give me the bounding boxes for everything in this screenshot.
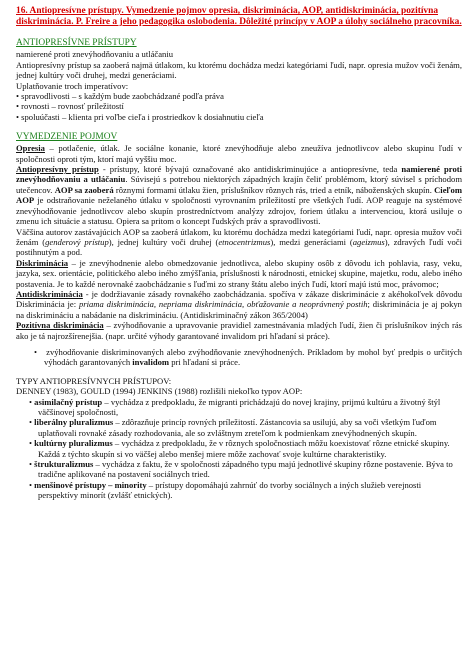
definition-pozitivna	[16, 320, 462, 341]
definition-diskriminacia	[16, 258, 462, 289]
definition-text: – zvýhodňovanie a upravovanie pravidiel zamestnávania mladých ľudí, žien či príslušníkov iných rás ako je tá najrozšírenejšia. (napr. určité výhody garantované invalidom pri hľadaní si práce).	[16, 320, 462, 341]
type-term: kultúrny pluralizmus	[34, 438, 113, 449]
types-intro: DENNEY (1983), GOULD (1994) JENKINS (1988) rozlišili niekoľko typov AOP:	[16, 386, 303, 397]
type-item	[16, 397, 462, 418]
italic-text: genderový prístup	[45, 236, 109, 247]
definition-text: ; diskriminácia je aj pokyn na diskrimináciu a nabádanie na diskrimináciu. (Antidiskriminačný zákon 365/2004)	[16, 299, 462, 320]
italic-text: priama diskriminácia, nepriama diskriminácia, obťažovanie a neoprávnený postih	[78, 299, 368, 310]
term-pozitivna-diskriminacia: Pozitívna diskriminácia	[16, 320, 104, 331]
paragraph-text: ), zdravých ľudí voči postihnutým a pod.	[16, 236, 462, 258]
type-item	[16, 480, 462, 501]
definition-antidiskriminacia	[16, 289, 462, 320]
bullet-item	[16, 347, 462, 368]
type-text: – vychádza z predpokladu, že v rôznych spoločnostiach môžu koexistovať rôzne etnické skupiny. Každá z týchto skupín si vo väčšej alebo menšej miere môže zachovať svoje kultúrne charakteristiky.	[38, 438, 450, 459]
definition-aop	[16, 164, 462, 226]
imperative-item: • spravodlivosti – s každým bude zaobchádzané podľa práva	[16, 91, 224, 102]
intro-line: namierené proti znevýhodňovaniu a utláčaniu	[16, 49, 174, 60]
type-text: – zdôrazňuje princíp rovných príležitostí. Zástancovia sa usilujú, aby sa voči všetkým ľuďom uplatňovali rovnaké zásady rozhodovania, ale so zvláštnym zreteľom k podmienkam znevýhodnených skupín.	[38, 417, 437, 438]
type-text: – vychádza z predpokladu, že migranti prichádzajú do novej krajiny, prijmú kultúru a životný štýl väčšinovej spoločnosti,	[38, 396, 441, 417]
bullet-dot-icon: •	[29, 417, 35, 428]
definition-text: – je znevýhodnenie alebo obmedzovanie jednotlivca, alebo skupiny osôb z dôvodu ich pohlavia, rasy, veku, jazyka, sex. orientácie, politického alebo iného zmýšľania, príslušnosti k národnosti, etnickej skupine, majetku, rodu, alebo iného postavenia. Je to každé nerovnaké zaobchádzanie s ľuďmi zo strany štátu alebo iných ľudí, ktorí majú istú moc, právomoc;	[16, 257, 462, 289]
type-term: menšinové prístupy – minority	[34, 479, 147, 490]
authors-paragraph	[16, 227, 462, 258]
definition-text: je odstraňovanie neželaného útlaku v spoločnosti vyrovnaním príležitostí pre všetkých ľudí. AOP reaguje na systémové znevýhodňovanie jednotlivcov alebo skupín prostredníctvom analýzy zdrojov, foriem útlaku a intervenciou, ktorá usiluje o zmenu ich situácie a statusu. Opiera sa pritom o koncept ľudských práv a spravodlivosti.	[16, 195, 462, 227]
imperatives-list	[16, 91, 462, 122]
bullet-dot-icon: •	[29, 438, 35, 449]
paragraph-text: Väčšina autorov zastávajúcich AOP sa zaoberá útlakom, ku ktorému dochádza medzi kategóriami ľudí, napr. opresia mužov voči ženám (	[16, 226, 462, 247]
term-diskriminacia: Diskriminácia	[16, 257, 69, 268]
bullet-text: pri hľadaní si práce.	[169, 357, 241, 368]
term-opresia: Opresia	[16, 143, 45, 154]
bullet-dot-icon: •	[29, 396, 35, 407]
intro-paragraph: Antiopresívny prístup sa zaoberá najmä útlakom, ku ktorému dochádza medzi kategóriami ľudí, napr. opresia mužov voči ženám, jednej kultúry voči druhej, medzi generáciami.	[16, 59, 462, 81]
italic-text: etnocentrizmus	[218, 236, 271, 247]
definition-text: . Súvisejú s potrebou niektorých západných krajín čeliť problémom, ktorý súvisel s príchodom utečencov.	[16, 174, 463, 195]
imperatives-label: Uplatňovanie troch imperatívov:	[16, 80, 129, 91]
type-text: – vychádza z faktu, že v spoločnosti západného typu majú jednotlivé skupiny rôzne postavenie. Býva to tradične aplikované na postavení sociálnych tried.	[38, 459, 453, 480]
emphasis-text: invalidom	[132, 357, 170, 368]
bullet-dot-icon: •	[34, 346, 47, 357]
definition-text: – potlačenie, útlak. Je sociálne konanie, ktoré znevýhodňuje alebo zneužíva jednotlivcov alebo skupinu ľudí v spoločnosti oproti tým, ktorí majú vyššiu moc.	[16, 143, 462, 164]
section-heading-vymedzenie: VYMEDZENIE POJMOV	[16, 132, 118, 143]
types-heading: TYPY ANTIOPRESÍVNYCH PRÍSTUPOV:	[16, 375, 172, 386]
definition-text: - je dodržiavanie zásady rovnakého zaobchádzania. spočíva v zákaze diskriminácie z akéhokoľvek dôvodu Diskriminácia je:	[16, 288, 462, 310]
type-item	[16, 459, 462, 480]
type-term: asimilačný prístup	[34, 396, 103, 407]
emphasis-text: namierené proti znevýhodňovaniu a utláčaniu	[16, 164, 462, 185]
paragraph-text: ), jednej kultúry voči druhej (	[108, 236, 219, 247]
emphasis-text: Cieľom AOP	[16, 184, 462, 206]
term-antidiskriminacia: Antidiskriminácia	[16, 288, 83, 299]
paragraph-text: ), medzi generáciami (	[270, 236, 353, 247]
bullet-text: zvýhodňovanie diskriminovaných alebo zvýhodňovanie znevýhodnených. Príkladom by mohol byť predpis o určitých výhodách garantovaných	[44, 346, 462, 368]
document-title: 16. Antiopresívne prístupy. Vymedzenie pojmov opresia, diskriminácia, AOP, antidiskriminácia, pozitívna diskriminácia. P. Freire a jeho pedagogika oslobodenia. Dôležité princípy v AOP a úlohy sociálneho pracovníka.	[16, 6, 462, 28]
type-text: – prístupy dopomáhajú zahrnúť do tvorby sociálnych a iných služieb verejnosti perspektívy minorít (zvlášť etnických).	[38, 479, 422, 501]
bullet-dot-icon: •	[29, 459, 35, 470]
section-heading-antiopresivne: ANTIOPRESÍVNE PRÍSTUPY	[16, 38, 137, 49]
definition-text: - prístupy, ktoré bývajú označované ako antidiskriminujúce a antiopresívne, teda	[98, 164, 402, 175]
type-item	[16, 417, 462, 438]
type-term: liberálny pluralizmus	[34, 417, 114, 428]
bullet-dot-icon: •	[29, 479, 35, 490]
type-term: štrukturalizmus	[34, 459, 94, 470]
imperative-item: • spoluúčasti – klienta pri voľbe cieľa i prostriedkov k dosiahnutiu cieľa	[16, 111, 264, 122]
term-aop: Antiopresívny prístup	[16, 164, 99, 175]
types-list	[16, 397, 462, 501]
italic-text: ageizmus	[352, 236, 385, 247]
emphasis-text: AOP sa zaoberá	[54, 184, 114, 195]
definition-text: rôznymi formami útlaku žien, príslušníkov rôznych rás, tried a etník, náboženských skupín.	[113, 184, 435, 195]
definition-opresia	[16, 143, 462, 164]
imperative-item: • rovnosti – rovnosť príležitostí	[16, 101, 124, 112]
type-item	[16, 438, 462, 459]
